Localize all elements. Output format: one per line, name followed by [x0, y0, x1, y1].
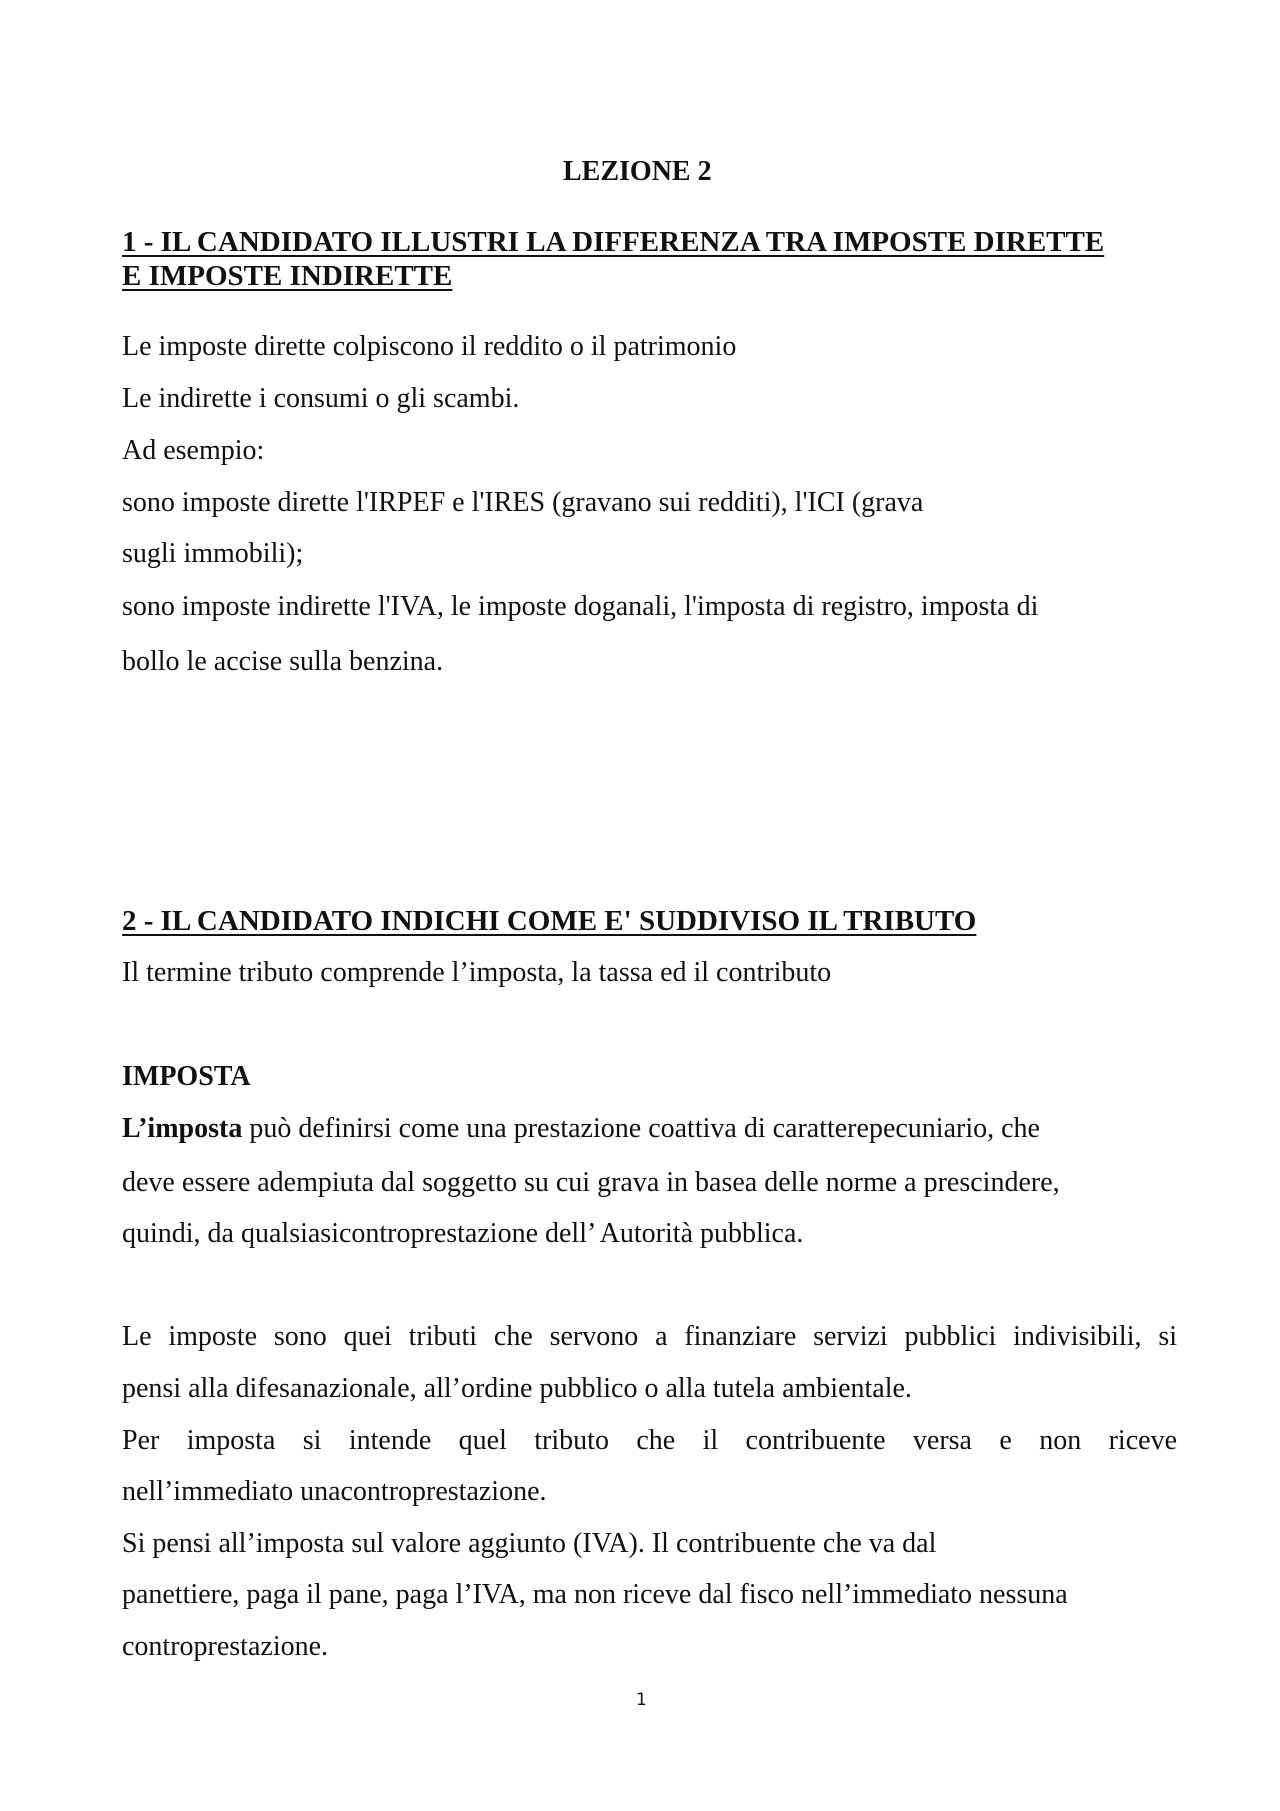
page-number: 1	[636, 1690, 647, 1710]
imposta-para2-line1: Le imposte sono quei tributi che servono a finanziare servizi pubblici indivisibili, si	[122, 1321, 1177, 1352]
section2-intro: Il termine tributo comprende l’imposta, la tassa ed il contributo	[122, 957, 832, 988]
imposta-para1-line3: quindi, da qualsiasicontroprestazione dell’ Autorità pubblica.	[122, 1218, 804, 1249]
imposta-para4-line1: Si pensi all’imposta sul valore aggiunto (IVA). Il contribuente che va dal	[122, 1528, 937, 1559]
imposta-para1-line1-rest: può definirsi come una prestazione coattiva di caratterepecuniario, che	[242, 1113, 1040, 1144]
section1-heading-line2: E IMPOSTE INDIRETTE	[122, 260, 453, 292]
section1-line: Le imposte dirette colpiscono il reddito o il patrimonio	[122, 331, 737, 362]
document-title: LEZIONE 2	[563, 156, 712, 187]
section1-line: sono imposte indirette l'IVA, le imposte doganali, l'imposta di registro, imposta di	[122, 591, 1039, 622]
imposta-bold-term: L’imposta	[122, 1113, 243, 1144]
section1-line: bollo le accise sulla benzina.	[122, 646, 444, 677]
section1-line: sono imposte dirette l'IRPEF e l'IRES (gravano sui redditi), l'ICI (grava	[122, 487, 924, 518]
imposta-subheading: IMPOSTA	[122, 1061, 251, 1092]
imposta-para1-line2: deve essere adempiuta dal soggetto su cui grava in basea delle norme a prescindere,	[122, 1167, 1060, 1198]
section1-line: Le indirette i consumi o gli scambi.	[122, 383, 520, 414]
section1-heading-line1: 1 - IL CANDIDATO ILLUSTRI LA DIFFERENZA TRA IMPOSTE DIRETTE	[122, 226, 1105, 258]
imposta-para3-line1: Per imposta si intende quel tributo che il contribuente versa e non riceve	[122, 1425, 1177, 1456]
section1-line: Ad esempio:	[122, 435, 265, 466]
imposta-para1-line1	[122, 1112, 1040, 1146]
section1-line: sugli immobili);	[122, 538, 304, 569]
imposta-para3-line2: nell’immediato unacontroprestazione.	[122, 1476, 547, 1507]
imposta-para2-line2: pensi alla difesanazionale, all’ordine pubblico o alla tutela ambientale.	[122, 1373, 912, 1404]
imposta-para4-line3: controprestazione.	[122, 1631, 329, 1662]
section2-heading: 2 - IL CANDIDATO INDICHI COME E' SUDDIVISO IL TRIBUTO	[122, 905, 977, 937]
imposta-para4-line2: panettiere, paga il pane, paga l’IVA, ma non riceve dal fisco nell’immediato nessuna	[122, 1579, 1068, 1610]
